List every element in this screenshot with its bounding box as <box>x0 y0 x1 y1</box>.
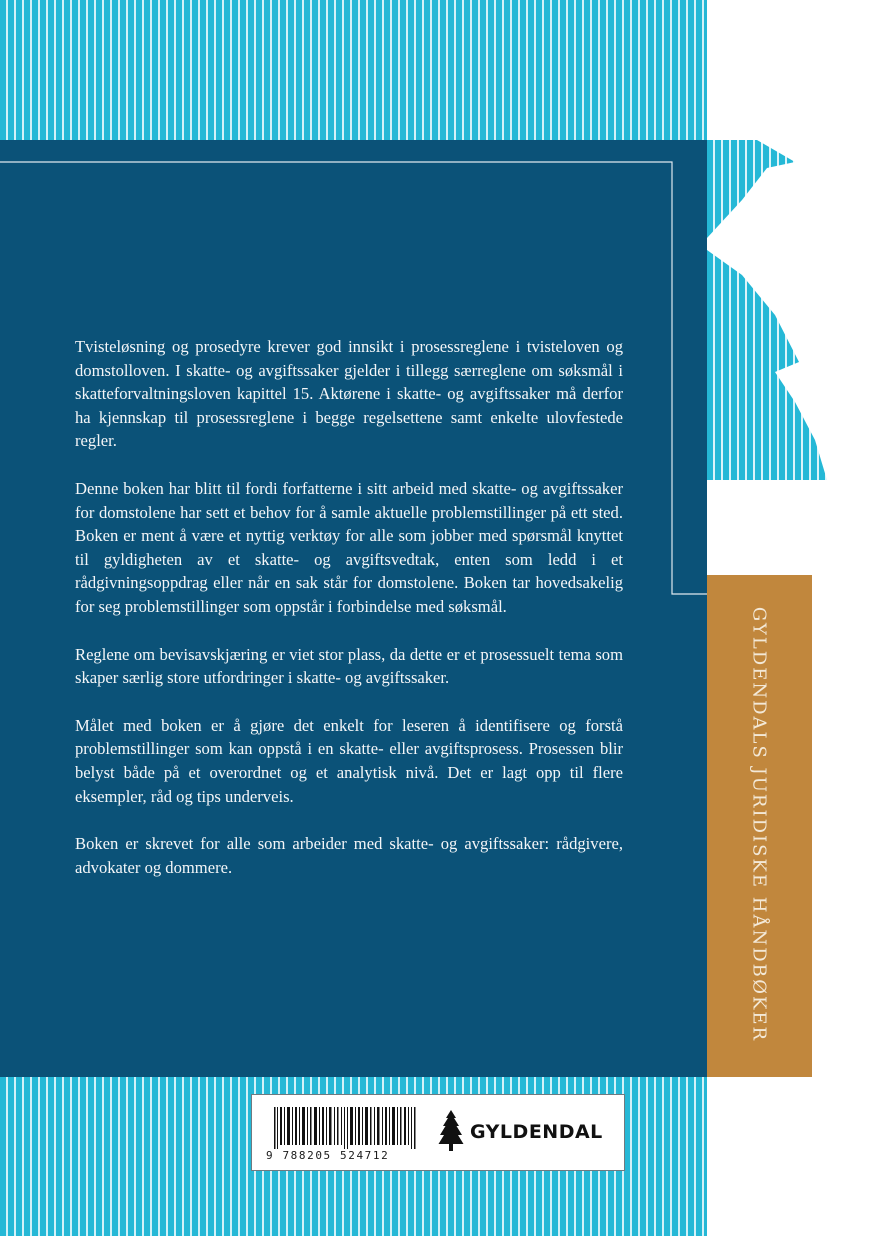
back-cover-panel <box>0 140 707 1077</box>
barcode-box <box>251 1094 625 1171</box>
back-cover-text <box>75 335 623 903</box>
barcode <box>274 1107 422 1149</box>
blurb-paragraph-4: Målet med boken er å gjøre det enkelt for leseren å identifisere og forstå problemstillinger som kan oppstå i en skatte- eller avgiftsprosess. Prosessen blir belyst både på et overordnet og et analytisk nivå. Det er lagt opp til flere eksempler, råd og tips underveis. <box>75 715 623 806</box>
publisher-name: GYLDENDAL <box>470 1121 603 1143</box>
tree-logo-icon <box>438 1109 464 1153</box>
tree-silhouette <box>707 140 827 580</box>
top-stripe-band <box>0 0 707 140</box>
blurb-paragraph-5: Boken er skrevet for alle som arbeider med skatte- og avgiftssaker: rådgivere, advokater og dommere. <box>75 834 623 877</box>
series-band <box>707 575 812 1077</box>
blurb-paragraph-1: Tvisteløsning og prosedyre krever god innsikt i prosessreglene i tvisteloven og domstolloven. I skatte- og avgiftssaker gjelder i tillegg særreglene om søksmål i skatteforvaltningsloven kapittel 15. Aktørene i skatte- og avgiftssaker må derfor ha kjennskap til prosessreglene i begge regelsettene samt enkelte ulovfestede regler. <box>75 337 623 451</box>
isbn-digits: 9 788205 524712 <box>266 1149 390 1162</box>
series-title: GYLDENDALS JURIDISKE HÅNDBØKER <box>748 606 770 1043</box>
blurb-paragraph-2: Denne boken har blitt til fordi forfatterne i sitt arbeid med skatte- og avgiftssaker for domstolene har sett et behov for å samle aktuelle problemstillinger på ett sted. Boken er ment å være et nyttig verktøy for alle som jobber med spørsmål knyttet til gyldigheten av et skatte- og avgiftsvedtak, enten som ledd i et rådgivningsoppdrag eller når en sak står for domstolene. Boken tar hovedsakelig for seg problemstillinger som oppstår i forbindelse med søksmål. <box>75 478 623 616</box>
blurb-paragraph-3: Reglene om bevisavskjæring er viet stor plass, da dette er et prosessuelt tema som skaper særlig store utfordringer i skatte- og avgiftssaker. <box>75 644 623 688</box>
